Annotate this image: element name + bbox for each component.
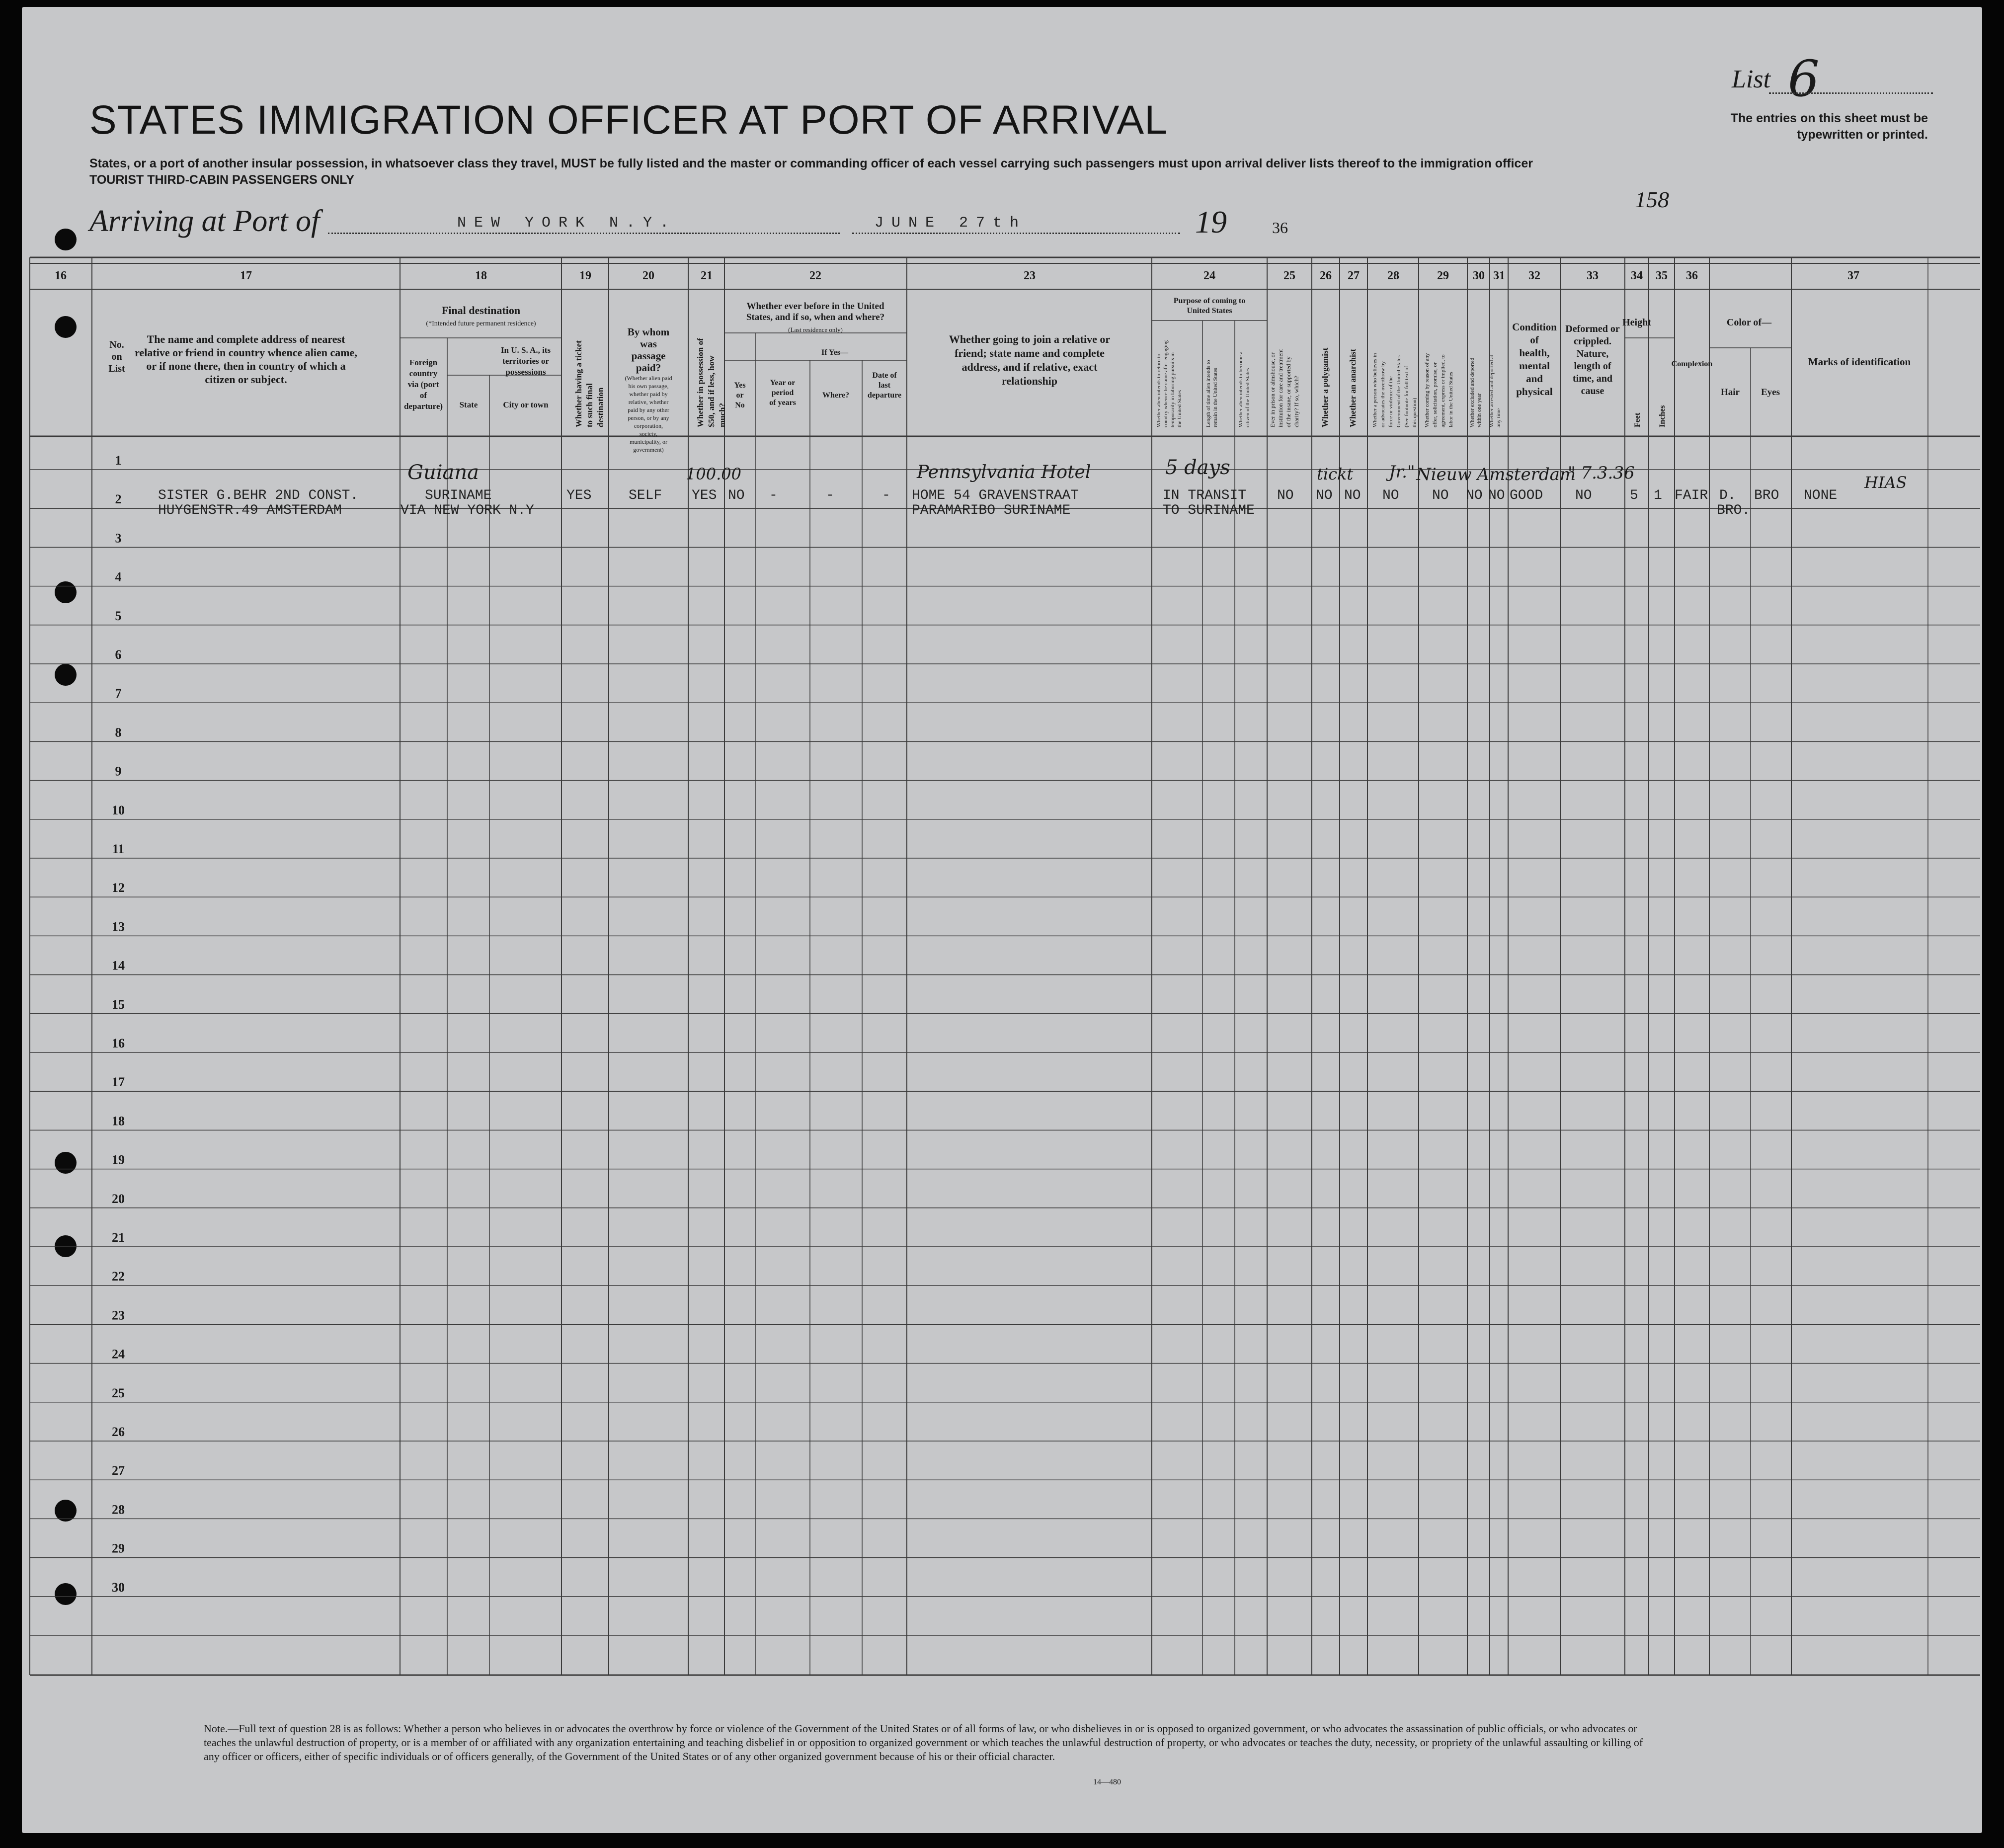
header-text: this question) [1412, 398, 1418, 427]
eyes-value: BRO [1754, 488, 1779, 503]
header-text: Eyes [1761, 387, 1780, 398]
header-text: country [409, 369, 438, 378]
column-number: 16 [55, 269, 67, 282]
list-label: List [1732, 65, 1771, 93]
marks-handwritten-struck: HIAS [1864, 473, 1907, 492]
date-value: JUNE 27th [875, 215, 1027, 232]
column-number: 29 [1437, 269, 1449, 282]
row-number: 26 [112, 1425, 125, 1439]
column-number: 28 [1387, 269, 1399, 282]
header-text: or if none there, then in country of which a [146, 360, 346, 372]
header-text: length of [1574, 361, 1611, 372]
header-text: In U. S. A., its [500, 345, 551, 355]
row-number: 28 [112, 1502, 125, 1517]
question-28-handwritten: Jr." [1389, 462, 1415, 482]
row-number: 10 [112, 803, 125, 817]
row-number: 24 [112, 1347, 125, 1362]
row-number: 17 [112, 1075, 125, 1090]
header-text: Whether coming by reason of any [1424, 353, 1430, 427]
header-text: institution for care and treatment [1277, 349, 1284, 427]
deformed-handwritten: " 7.3.36 [1568, 463, 1635, 483]
header-text: Hair [1721, 387, 1740, 398]
header-text: last [879, 381, 890, 390]
header-text: State [459, 400, 478, 409]
column-number: 19 [579, 269, 591, 282]
header-text: Nature, [1576, 348, 1609, 359]
row-number: 6 [115, 647, 122, 662]
header-text: possessions [505, 367, 546, 377]
header-text: No. [109, 339, 124, 350]
header-text: offer, solicitation, promise, or [1432, 362, 1438, 427]
row-number: 19 [112, 1152, 125, 1167]
header-text: Where? [822, 391, 849, 400]
header-text: Foreign [409, 358, 438, 367]
header-text: labor in the United States [1448, 372, 1454, 427]
header-text: his own passage, [628, 383, 669, 390]
header-text: remain in the United States [1212, 368, 1218, 427]
header-text: of [419, 391, 427, 400]
header-text: to such final [585, 383, 594, 427]
header-text: Marks of identification [1808, 356, 1911, 368]
column-number: 18 [475, 269, 487, 282]
row-number: 30 [112, 1580, 125, 1595]
header-text: citizen of the United States [1245, 368, 1251, 427]
header-text: departure) [403, 402, 443, 411]
header-text: United States [1187, 307, 1232, 315]
column-number: 17 [240, 269, 252, 282]
typing-instructions: The entries on this sheet must be typewritten or printed. [1730, 111, 1928, 142]
header-text: corporation, [634, 422, 663, 429]
date-departure-value: - [882, 488, 890, 503]
column-number: 24 [1203, 269, 1215, 282]
header-text: Whether excluded and deported [1469, 357, 1475, 427]
year-prefix: 19 [1195, 204, 1227, 240]
row-number: 11 [112, 842, 125, 856]
prison-value: NO [1277, 488, 1294, 503]
relative-address-line2: HUYGENSTR.49 AMSTERDAM [158, 503, 342, 518]
join-relative-handwritten: Pennsylvania Hotel [917, 462, 1091, 482]
header-text: Whether alien intends to return to [1156, 353, 1162, 427]
column-number: 33 [1587, 269, 1599, 282]
row-number: 5 [115, 608, 122, 623]
header-text: relative, whether [628, 399, 669, 405]
row-number: 25 [112, 1385, 125, 1400]
header-text: force or violence of the [1388, 376, 1394, 427]
header-text: States, and if so, when and where? [746, 312, 885, 322]
row-number: 2 [115, 492, 122, 507]
header-text: physical [1516, 386, 1553, 398]
polygamist-handwritten: tickt [1317, 465, 1354, 483]
polygamist-value: NO [1316, 488, 1333, 503]
form-title: STATES IMMIGRATION OFFICER AT PORT OF ARRIVAL [89, 97, 1168, 143]
header-text: (*Intended future permanent residence) [426, 320, 536, 327]
join-relative-line1: HOME 54 GRAVENSTRAAT [912, 488, 1079, 503]
header-text: Whether going to join a relative or [949, 333, 1111, 345]
row-number: 1 [115, 453, 122, 468]
header-text: Inches [1658, 405, 1667, 427]
row-number: 21 [112, 1230, 125, 1245]
header-text: Whether having a ticket [574, 340, 583, 427]
list-number: 6 [1788, 50, 1820, 108]
header-text: (See footnote for full text of [1404, 366, 1410, 427]
row-number: 22 [112, 1269, 125, 1284]
row-number: 14 [112, 958, 125, 973]
header-text: period [771, 389, 794, 397]
header-text: Deformed or [1565, 323, 1620, 334]
row-number: 29 [112, 1541, 125, 1556]
header-text: or [736, 391, 744, 400]
header-text: whether paid by [629, 391, 668, 398]
hair-line1: D. [1719, 488, 1736, 503]
header-text: much? [718, 402, 727, 427]
header-text: of [1530, 334, 1539, 346]
row-number: 23 [112, 1308, 125, 1323]
header-text: of years [769, 399, 796, 407]
header-text: Whether in possession of [696, 338, 705, 427]
column-number: 30 [1473, 269, 1485, 282]
column-number: 25 [1283, 269, 1295, 282]
header-text: destination [596, 387, 605, 427]
marks-value: NONE [1804, 488, 1838, 503]
foreign-country-via: VIA NEW YORK N.Y [401, 503, 534, 518]
header-text: society, [639, 430, 658, 437]
column-number: 21 [701, 269, 713, 282]
header-text: agreement, express or implied, to [1440, 354, 1446, 427]
row-number: 18 [112, 1114, 125, 1128]
purpose-handwritten: 5 days [1165, 456, 1230, 479]
header-text: country whence he came after engaging [1163, 340, 1169, 427]
column-number: 26 [1320, 269, 1332, 282]
column-number: 27 [1348, 269, 1360, 282]
header-text: By whom [627, 326, 670, 338]
header-text: mental [1519, 360, 1550, 372]
header-text: The name and complete address of nearest [147, 333, 345, 345]
header-text: Complexion [1671, 360, 1713, 368]
hair-line2: BRO. [1717, 503, 1751, 518]
height-inches-value: 1 [1654, 488, 1662, 503]
row-number: 27 [112, 1463, 125, 1478]
header-text: passage [631, 350, 666, 362]
purpose-line2: TO SURINAME [1163, 503, 1255, 518]
header-text: City or town [503, 400, 549, 409]
row-number: 9 [115, 764, 122, 779]
header-text: Whether a polygamist [1320, 347, 1330, 427]
header-text: charity? If so, which? [1293, 376, 1300, 427]
header-text: Whether alien intends to become a [1238, 351, 1244, 427]
header-text: or advocates the overthrow by [1380, 361, 1386, 427]
row-number: 4 [115, 569, 122, 584]
row-number: 8 [115, 725, 122, 740]
row-number: 16 [112, 1036, 125, 1050]
question-28-value: NO [1382, 488, 1399, 503]
port-label: Arriving at Port of [89, 204, 320, 238]
header-text: Whether arrested and deported at [1489, 355, 1495, 427]
question-28-footnote: Note.—Full text of question 28 is as follows: Whether a person who believes in or advocates the overthrow by force or violence of the Government of the United States or of all forms of law, or who disbelieves in or is opposed to organized government, or who advocates the assassination of public officials, or who advocates or teaches the unlawful destruction of property, or is a member of or affiliated with any organization entertaining and teaching disbelief in or opposition to organized government or which teaches the unlawful destruction of property, or who advocates or teaches the duty, necessity, or propriety of the unlawful assaulting or killing of any officer or officers, either of specific individuals or of officers generally, of the Government of the United States or of any other organized government because of his or their official character. [204, 1722, 1643, 1763]
year-suffix: 36 [1272, 219, 1288, 237]
condition-value: GOOD [1510, 488, 1543, 503]
header-text: List [108, 363, 125, 374]
foreign-country-handwritten: Guiana [407, 461, 479, 484]
header-text: of the insane, or supported by [1285, 356, 1292, 427]
column-number: 23 [1024, 269, 1036, 282]
relative-address-line1: SISTER G.BEHR 2ND CONST. [158, 488, 359, 503]
header-text: Whether an anarchist [1348, 348, 1358, 427]
height-feet-value: 5 [1630, 488, 1638, 503]
question-30-value: NO [1466, 488, 1483, 503]
anarchist-value: NO [1344, 488, 1361, 503]
header-text: municipality, or [630, 438, 667, 445]
header-text: paid by any other [628, 406, 669, 413]
foreign-country: SURINAME [425, 488, 492, 503]
header-text: No [735, 401, 745, 409]
form-code: 14—480 [1093, 1778, 1121, 1786]
header-text: Feet [1633, 412, 1642, 427]
header-text: Condition [1512, 321, 1557, 333]
passenger-class: TOURIST THIRD-CABIN PASSENGERS ONLY [89, 173, 354, 187]
question-29-handwritten: Nieuw Amsterdam [1416, 465, 1576, 484]
row-number: 7 [115, 686, 122, 701]
header-text: friend; state name and complete [955, 347, 1105, 359]
column-number: 22 [809, 269, 821, 282]
header-text: on [111, 351, 122, 362]
column-number: 36 [1686, 269, 1698, 282]
header-text: If Yes— [821, 348, 849, 357]
header-text: $50, and if less, how [707, 355, 716, 427]
deformed-value: NO [1575, 488, 1592, 503]
column-number: 37 [1847, 269, 1859, 282]
header-text: government) [633, 446, 664, 453]
question-31-value: NO [1488, 488, 1505, 503]
form-subtitle: States, or a port of another insular possession, in whatsoever class they travel, MUST be fully listed and the master or commanding officer of each vessel carrying such passengers must upon arrival deliver lists thereof to the immigration officer [89, 157, 1533, 170]
header-text: within one year [1476, 393, 1482, 427]
passage-paid-value: SELF [629, 488, 662, 503]
column-number: 34 [1631, 269, 1643, 282]
header-text: Ever in prison or almshouse, or [1269, 352, 1276, 427]
header-text: person, or by any [628, 414, 669, 421]
column-number: 35 [1656, 269, 1668, 282]
header-text: and [1526, 373, 1543, 385]
header-text: relationship [1001, 375, 1058, 387]
header-text: Color of— [1726, 317, 1772, 328]
header-text: paid? [636, 362, 661, 374]
money-handwritten: 100.00 [686, 465, 741, 483]
row-number: 20 [112, 1191, 125, 1206]
column-number: 32 [1528, 269, 1540, 282]
header-text: Date of [872, 371, 897, 380]
header-text: departure [867, 391, 902, 400]
header-text: temporarily in laboring pursuits in [1170, 352, 1176, 427]
join-relative-line2: PARAMARIBO SURINAME [912, 503, 1071, 518]
row-number: 13 [112, 919, 125, 934]
column-number: 31 [1493, 269, 1505, 282]
where-value: - [826, 488, 834, 503]
header-text: Length of time alien intends to [1205, 360, 1211, 427]
stamp-number: 158 [1635, 187, 1669, 212]
complexion-value: FAIR [1675, 488, 1708, 503]
header-text: the United States [1177, 390, 1183, 427]
header-text: territories or [502, 356, 549, 366]
header-text: Height [1622, 317, 1651, 328]
header-text: time, and [1573, 373, 1612, 384]
header-text: Whether a person who believes in [1372, 353, 1378, 427]
port-value: NEW YORK N.Y. [457, 215, 677, 232]
ticket-value: YES [566, 488, 592, 503]
row-number: 3 [115, 531, 122, 546]
header-text: Year or [770, 379, 796, 387]
header-text: cause [1581, 386, 1604, 397]
header-text: via (port [407, 380, 439, 389]
header-text: Yes [734, 381, 746, 390]
header-text: Final destination [441, 304, 521, 317]
year-period-value: - [769, 488, 778, 503]
header-text: (Whether alien paid [625, 375, 672, 382]
purpose-line1: IN TRANSIT [1163, 488, 1247, 503]
question-29-value: NO [1432, 488, 1449, 503]
header-text: Purpose of coming to [1173, 297, 1246, 305]
column-number: 20 [642, 269, 654, 282]
fifty-dollars-value: YES [692, 488, 717, 503]
header-text: (Last residence only) [788, 326, 843, 333]
header-text: Whether ever before in the United [746, 301, 884, 312]
row-number: 15 [112, 997, 125, 1012]
header-text: address, and if relative, exact [962, 361, 1098, 373]
header-text: was [640, 338, 657, 350]
header-text: any time [1496, 408, 1502, 427]
header-text: health, [1519, 347, 1550, 359]
header-text: citizen or subject. [205, 373, 287, 386]
row-number: 12 [112, 881, 125, 895]
ever-before-value: NO [728, 488, 745, 503]
header-text: crippled. [1573, 336, 1612, 347]
header-text: Government of the United States [1396, 355, 1402, 427]
header-text: relative or friend in country whence alien came, [135, 346, 357, 359]
